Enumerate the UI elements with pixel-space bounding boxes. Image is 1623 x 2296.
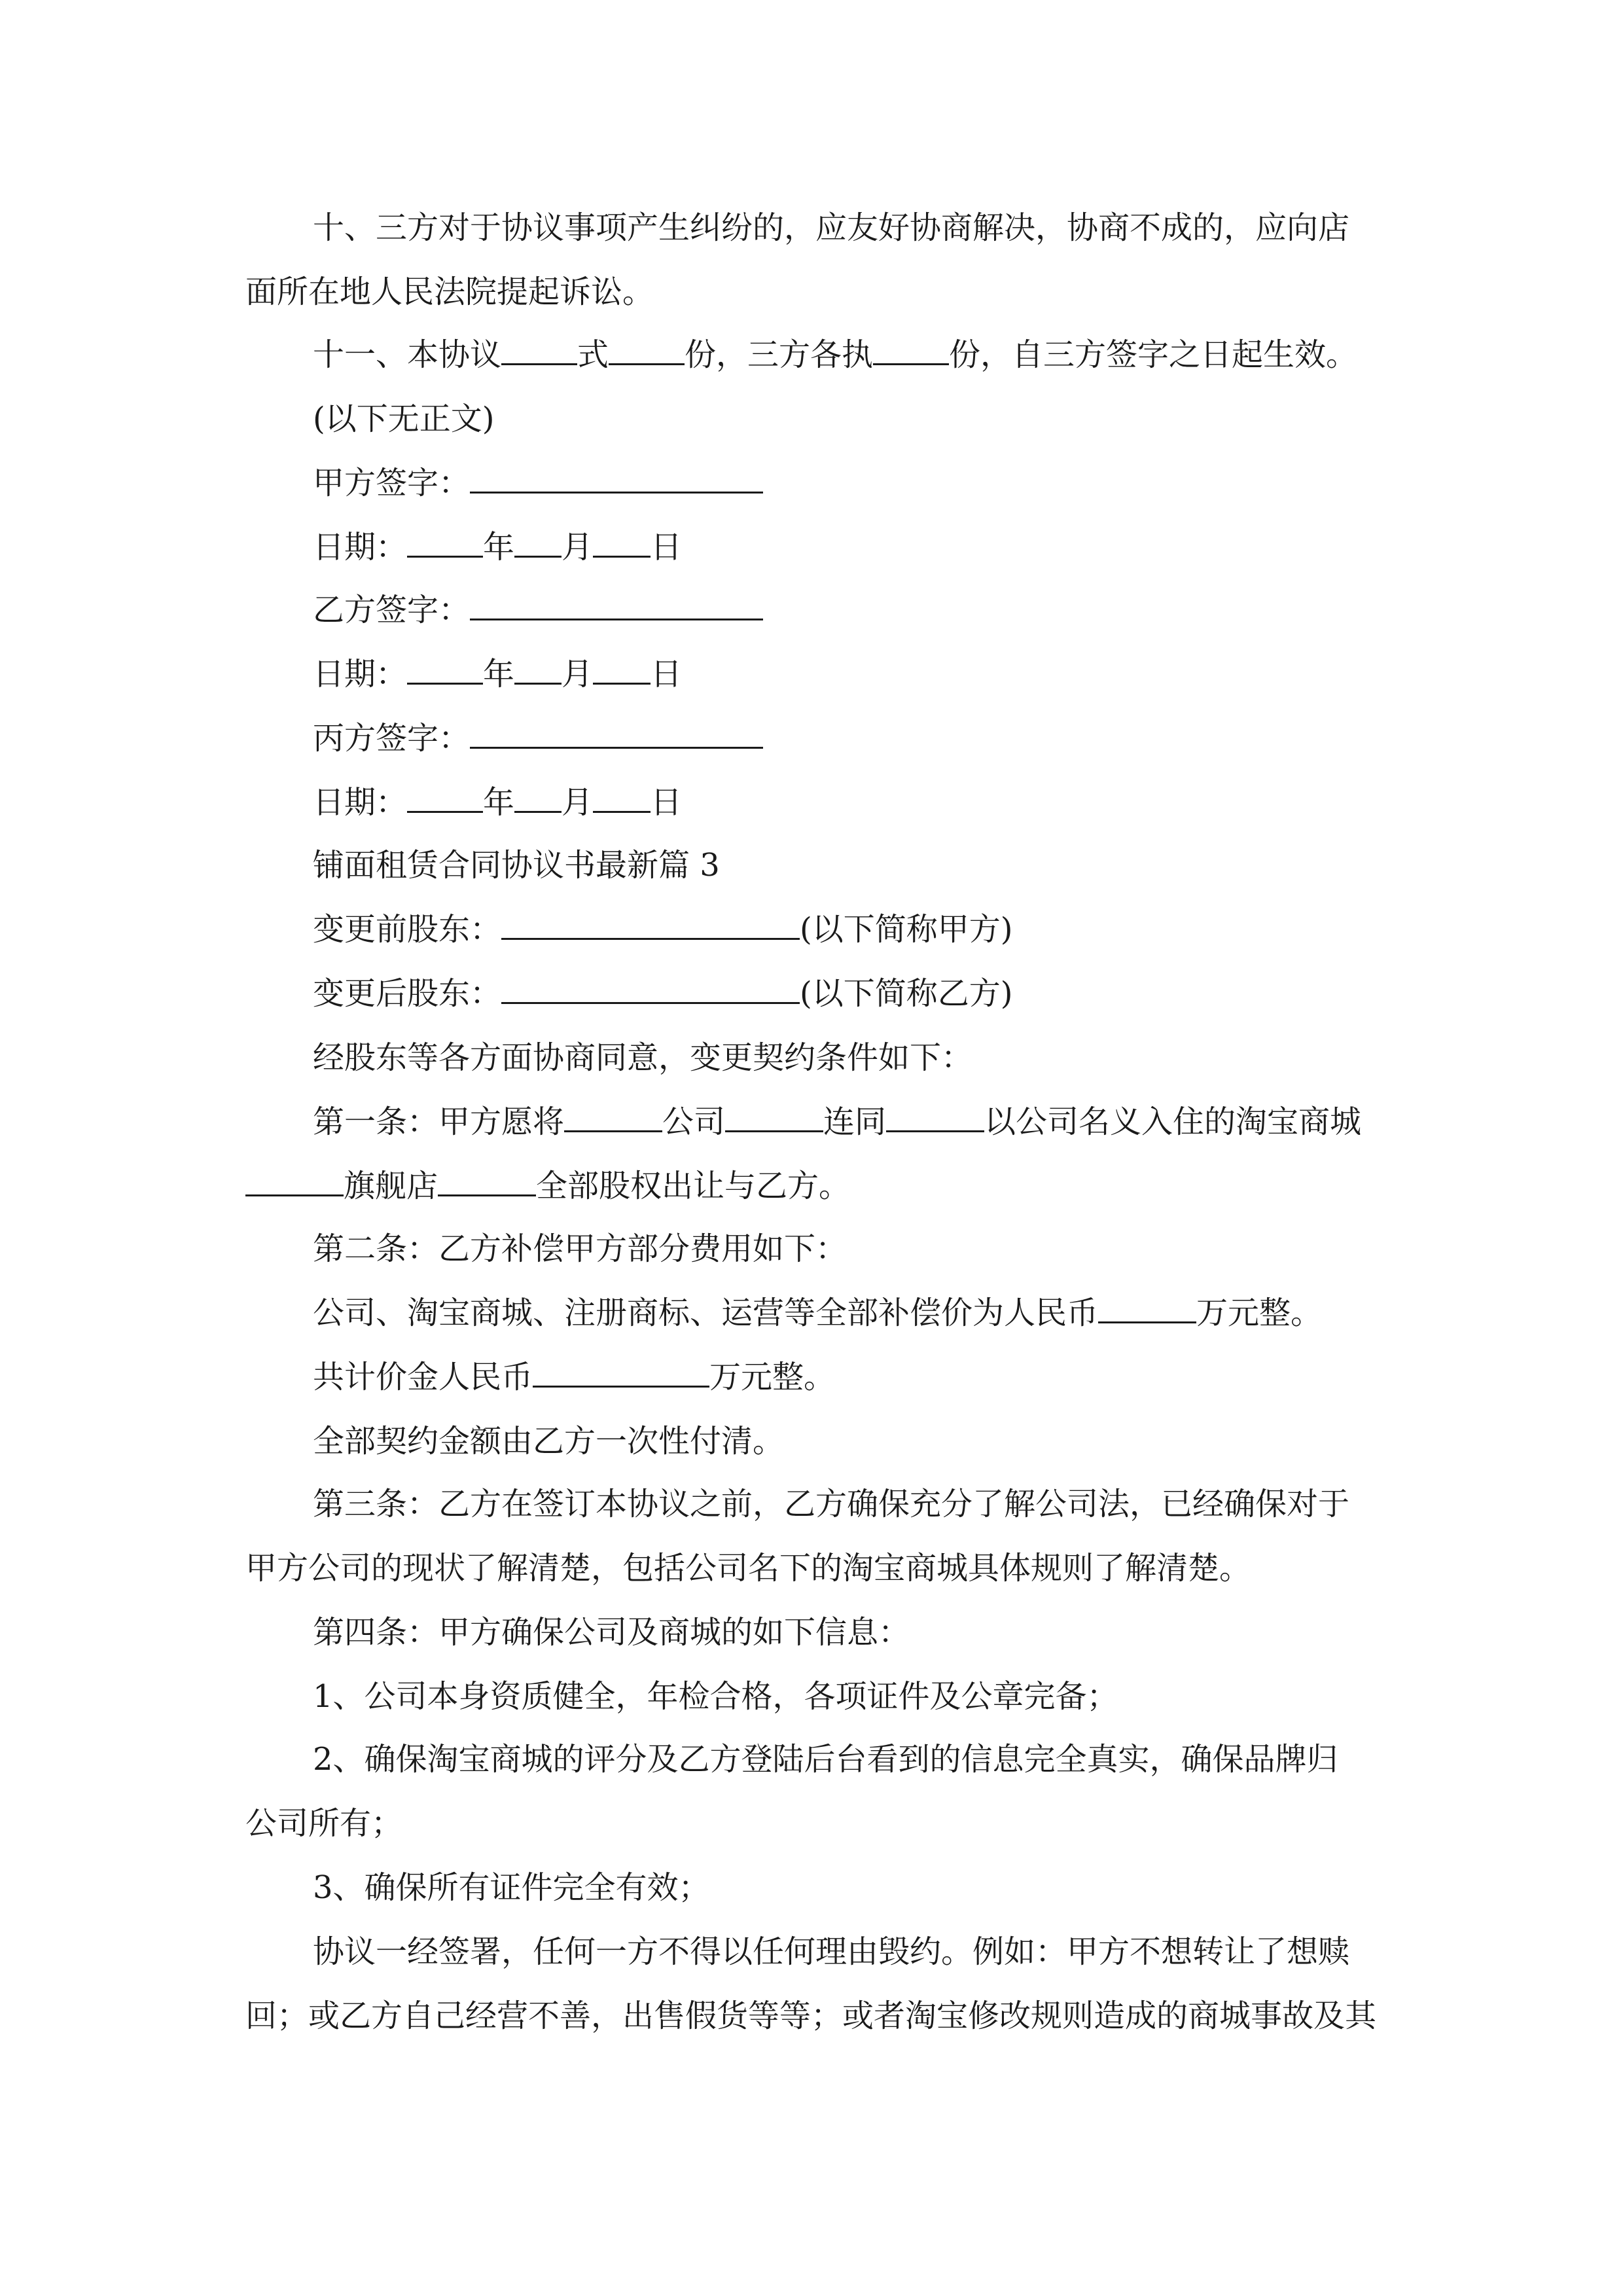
- blank-field: [514, 654, 562, 685]
- blank-field: [1098, 1293, 1196, 1323]
- blank-field: [245, 1166, 344, 1196]
- blank-field: [873, 334, 949, 365]
- clause-10-line-2: 面所在地人民法院提起诉讼。: [245, 274, 654, 310]
- payment-line: 全部契约金额由乙方一次性付清。: [313, 1423, 785, 1460]
- shareholder-after: 变更后股东： (以下简称乙方): [313, 973, 1012, 1014]
- blank-field: [593, 527, 651, 558]
- clause-10-line-1: 十、三方对于协议事项产生纠纷的，应友好协商解决，协商不成的，应向店: [313, 209, 1350, 246]
- article-2: 第二条：乙方补偿甲方部分费用如下：: [313, 1230, 847, 1267]
- article-3-line-1: 第三条：乙方在签订本协议之前，乙方确保充分了解公司法，已经确保对于: [313, 1486, 1350, 1522]
- blank-field: [470, 590, 763, 620]
- party-b-signature: 乙方签字：: [313, 589, 763, 631]
- blank-field: [501, 334, 577, 365]
- article-1-line-1: 第一条：甲方愿将 公司 连同 以公司名义入住的淘宝商城: [313, 1101, 1361, 1143]
- blank-field: [407, 782, 483, 813]
- blank-field: [593, 782, 651, 813]
- article-1-line-2: 旗舰店 全部股权出让与乙方。: [245, 1165, 850, 1207]
- blank-field: [593, 654, 651, 685]
- blank-field: [407, 654, 483, 685]
- section-heading: 铺面租赁合同协议书最新篇 3: [313, 847, 720, 884]
- compensation-line: 公司、淘宝商城、注册商标、运营等全部补偿价为人民币 万元整。: [313, 1292, 1322, 1334]
- blank-field: [470, 718, 763, 749]
- blank-field: [407, 527, 483, 558]
- blank-field: [438, 1166, 536, 1196]
- party-c-date: 日期： 年 月 日: [313, 781, 682, 823]
- blank-field: [470, 463, 763, 493]
- blank-field: [533, 1357, 709, 1388]
- blank-field: [886, 1102, 984, 1132]
- final-clause-line-2: 回；或乙方自己经营不善，出售假货等等；或者淘宝修改规则造成的商城事故及其: [245, 1998, 1377, 2034]
- no-text-below: (以下无正文): [313, 401, 495, 437]
- item-2-line-2: 公司所有；: [245, 1805, 403, 1842]
- blank-field: [501, 973, 800, 1004]
- blank-field: [514, 527, 562, 558]
- blank-field: [564, 1102, 662, 1132]
- blank-field: [609, 334, 685, 365]
- shareholder-before: 变更前股东： (以下简称甲方): [313, 908, 1012, 950]
- blank-field: [514, 782, 562, 813]
- party-a-date: 日期： 年 月 日: [313, 526, 682, 568]
- item-1: 1、公司本身资质健全，年检合格，各项证件及公章完备；: [313, 1678, 1118, 1715]
- item-3: 3、确保所有证件完全有效；: [313, 1869, 710, 1906]
- article-3-line-2: 甲方公司的现状了解清楚，包括公司名下的淘宝商城具体规则了解清楚。: [245, 1550, 1251, 1587]
- total-price-line: 共计价金人民币 万元整。: [313, 1356, 835, 1398]
- clause-11: 十一、本协议 式 份，三方各执 份，自三方签字之日起生效。: [313, 334, 1357, 376]
- article-4: 第四条：甲方确保公司及商城的如下信息：: [313, 1614, 910, 1651]
- agreement-intro: 经股东等各方面协商同意，变更契约条件如下：: [313, 1039, 973, 1076]
- blank-field: [501, 909, 800, 940]
- item-2-line-1: 2、确保淘宝商城的评分及乙方登陆后台看到的信息完全真实，确保品牌归: [313, 1741, 1338, 1778]
- party-a-signature: 甲方签字：: [313, 462, 763, 504]
- final-clause-line-1: 协议一经签署，任何一方不得以任何理由毁约。例如：甲方不想转让了想赎: [313, 1933, 1350, 1970]
- party-b-date: 日期： 年 月 日: [313, 653, 682, 695]
- party-c-signature: 丙方签字：: [313, 717, 763, 759]
- blank-field: [725, 1102, 823, 1132]
